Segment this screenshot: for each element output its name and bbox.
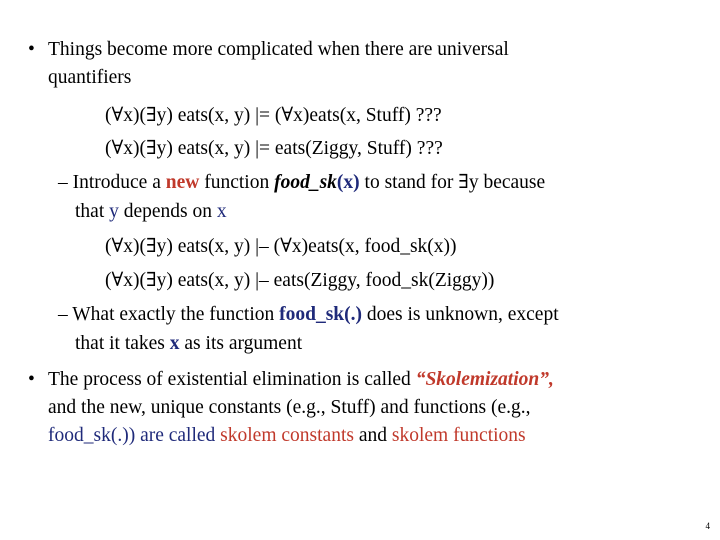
function-arg: (x) (336, 172, 360, 193)
var-y: y (109, 201, 119, 222)
text: and (353, 425, 392, 446)
var-x: x (216, 201, 227, 222)
sub-bullet-2-line-1 (58, 302, 559, 328)
sub-bullet-2-line-2 (75, 331, 302, 357)
highlight-new: new (165, 172, 200, 193)
term-skolemization: “Skolemization”, (415, 369, 554, 390)
dash-marker: – (58, 172, 68, 193)
sub-bullet-1-line-2 (75, 199, 227, 225)
text: food_sk(.)) are called (48, 425, 221, 446)
function-name: food_sk(.) (279, 304, 363, 325)
text: does is unknown, except (362, 304, 559, 325)
bullet-1-line-2: quantifiers (48, 67, 132, 88)
page-number: 4 (705, 521, 710, 531)
formula-1: (∀x)(∃y) eats(x, y) |= (∀x)eats(x, Stuff) ??? (105, 105, 442, 126)
bullet-2-line-3 (48, 423, 526, 449)
bullet-marker: • (28, 369, 35, 390)
var-x: x (169, 333, 180, 354)
text: that it takes (75, 333, 170, 354)
function-name: food_sk (274, 172, 337, 193)
bullet-marker: • (28, 39, 35, 60)
formula-3: (∀x)(∃y) eats(x, y) |– (∀x)eats(x, food_sk(x)) (105, 236, 457, 257)
dash-marker: – (58, 304, 68, 325)
text: Introduce a (72, 172, 166, 193)
formula-4: (∀x)(∃y) eats(x, y) |– eats(Ziggy, food_sk(Ziggy)) (105, 270, 495, 291)
text: depends on (118, 201, 217, 222)
bullet-1-line-1: Things become more complicated when there are universal (48, 39, 509, 60)
term-skolem-constants: skolem constants (220, 425, 354, 446)
bullet-2-line-1 (48, 367, 554, 393)
text: that (75, 201, 110, 222)
bullet-2-line-2: and the new, unique constants (e.g., Stuff) and functions (e.g., (48, 397, 531, 418)
formula-2: (∀x)(∃y) eats(x, y) |= eats(Ziggy, Stuff) ??? (105, 138, 443, 159)
text: The process of existential elimination is called (48, 369, 416, 390)
term-skolem-functions: skolem functions (391, 425, 526, 446)
sub-bullet-1-line-1 (58, 170, 545, 196)
text: as its argument (179, 333, 303, 354)
text: to stand for ∃y because (359, 172, 546, 193)
text: function (199, 172, 275, 193)
text: What exactly the function (72, 304, 280, 325)
